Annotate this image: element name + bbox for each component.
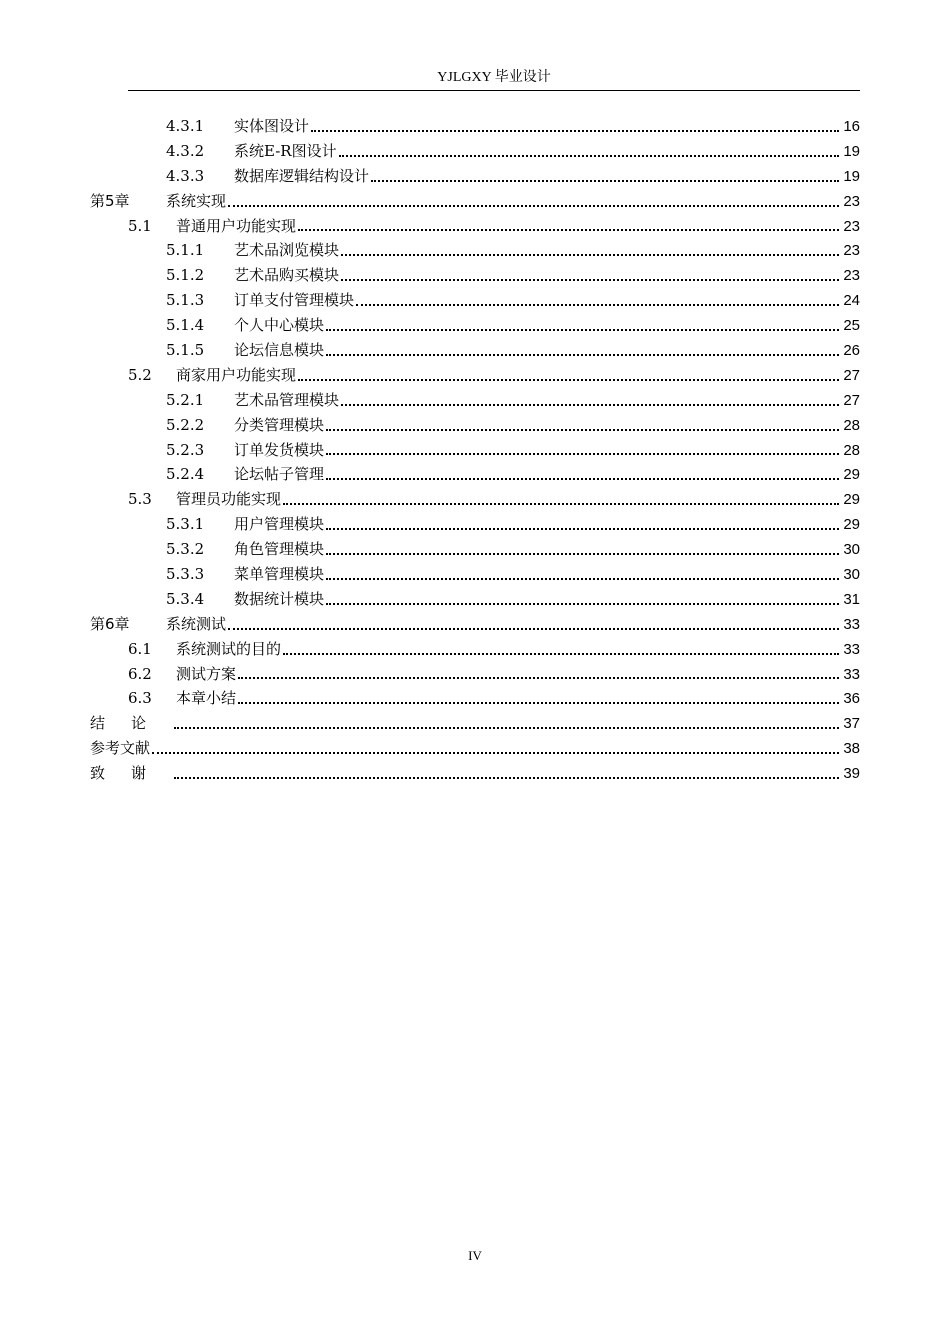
toc-entry[interactable] — [90, 488, 860, 513]
toc-entry-page: 24 — [843, 292, 860, 310]
toc-entry-page: 29 — [843, 466, 860, 484]
toc-dot-leader — [341, 404, 839, 406]
toc-entry-title: 普通用户功能实现 — [176, 216, 297, 235]
toc-entry-number: 5.1.5 — [166, 341, 205, 360]
toc-entry[interactable] — [90, 712, 860, 737]
toc-entry-title: 个人中心模块 — [234, 316, 325, 335]
toc-entry-title: 论坛信息模块 — [234, 341, 325, 360]
toc-entry-number: 6.2 — [128, 664, 152, 683]
toc-entry-page: 23 — [843, 267, 860, 285]
toc-entry-title: 结论 — [90, 714, 173, 733]
toc-entry-title: 数据统计模块 — [234, 589, 325, 608]
toc-entry[interactable] — [90, 165, 860, 190]
toc-dot-leader — [174, 727, 839, 729]
toc-entry-number: 4.3.2 — [166, 141, 205, 160]
toc-entry[interactable] — [90, 239, 860, 264]
toc-entry[interactable] — [90, 687, 860, 712]
toc-dot-leader — [326, 429, 839, 431]
toc-dot-leader — [326, 528, 839, 530]
toc-entry-page: 23 — [843, 217, 860, 235]
toc-entry[interactable] — [90, 613, 860, 638]
toc-entry-page: 19 — [843, 142, 860, 160]
toc-entry[interactable] — [90, 364, 860, 389]
toc-dot-leader — [174, 777, 839, 779]
toc-entry[interactable] — [90, 140, 860, 165]
toc-entry-title: 系统测试的目的 — [176, 639, 282, 658]
toc-dot-leader — [339, 155, 839, 157]
toc-entry-title: 系统E-R图设计 — [234, 141, 337, 160]
toc-entry-number: 6.1 — [128, 639, 152, 658]
toc-dot-leader — [326, 453, 839, 455]
toc-entry-page: 37 — [843, 715, 860, 733]
toc-entry-title: 数据库逻辑结构设计 — [234, 166, 370, 185]
toc-entry-page: 29 — [843, 491, 860, 509]
toc-dot-leader — [283, 653, 839, 655]
toc-entry-page: 28 — [843, 441, 860, 459]
toc-entry-number: 5.3.4 — [166, 589, 205, 608]
toc-dot-leader — [228, 205, 839, 207]
table-of-contents — [90, 115, 860, 787]
toc-entry-number: 5.3.1 — [166, 515, 205, 534]
toc-dot-leader — [152, 752, 839, 754]
toc-dot-leader — [298, 229, 839, 231]
toc-dot-leader — [341, 279, 839, 281]
toc-entry-title: 订单发货模块 — [234, 440, 325, 459]
toc-entry-page: 28 — [843, 416, 860, 434]
toc-entry[interactable] — [90, 289, 860, 314]
toc-dot-leader — [238, 677, 839, 679]
toc-dot-leader — [326, 603, 839, 605]
toc-entry-page: 23 — [843, 192, 860, 210]
toc-dot-leader — [228, 628, 839, 630]
toc-entry[interactable] — [90, 513, 860, 538]
toc-entry-page: 33 — [843, 615, 860, 633]
toc-entry-number: 5.2 — [128, 365, 152, 384]
toc-entry-page: 16 — [843, 118, 860, 135]
toc-entry-page: 36 — [843, 690, 860, 708]
toc-entry[interactable] — [90, 314, 860, 339]
toc-entry-title: 实体图设计 — [234, 117, 310, 135]
toc-entry-page: 39 — [843, 765, 860, 783]
toc-dot-leader — [371, 180, 839, 182]
toc-entry-page: 33 — [843, 640, 860, 658]
toc-entry-number: 5.2.4 — [166, 465, 205, 484]
toc-entry[interactable] — [90, 563, 860, 588]
toc-entry-number: 5.2.2 — [166, 415, 205, 434]
toc-entry-page: 25 — [843, 317, 860, 335]
toc-entry-title: 致谢 — [90, 764, 173, 783]
toc-dot-leader — [341, 254, 839, 256]
toc-entry-number: 4.3.1 — [166, 117, 205, 135]
toc-dot-leader — [326, 578, 839, 580]
toc-entry-number: 6.3 — [128, 689, 152, 708]
toc-entry[interactable] — [90, 737, 860, 762]
toc-entry[interactable] — [90, 463, 860, 488]
toc-dot-leader — [311, 130, 839, 132]
toc-entry[interactable] — [90, 215, 860, 240]
toc-entry-number: 5.3.2 — [166, 540, 205, 559]
toc-entry-page: 29 — [843, 516, 860, 534]
toc-entry-title: 管理员功能实现 — [176, 490, 282, 509]
toc-entry[interactable] — [90, 264, 860, 289]
toc-entry-page: 38 — [843, 740, 860, 758]
toc-dot-leader — [326, 329, 839, 331]
toc-entry[interactable] — [90, 538, 860, 563]
toc-entry-title: 分类管理模块 — [234, 415, 325, 434]
toc-entry-page: 27 — [843, 391, 860, 409]
toc-entry-title: 参考文献 — [90, 739, 151, 758]
toc-entry-number: 5.3 — [128, 490, 152, 509]
toc-entry-title: 系统实现 — [166, 191, 227, 210]
page-number: IV — [468, 1248, 482, 1263]
toc-entry-title: 用户管理模块 — [234, 515, 325, 534]
header-rule — [128, 90, 860, 91]
toc-dot-leader — [326, 354, 839, 356]
toc-entry[interactable] — [90, 588, 860, 613]
toc-entry[interactable] — [90, 762, 860, 787]
toc-entry-number: 5.2.1 — [166, 390, 205, 409]
toc-entry-page: 26 — [843, 342, 860, 360]
toc-entry-title: 艺术品管理模块 — [234, 390, 340, 409]
toc-dot-leader — [326, 553, 839, 555]
toc-entry-title: 系统测试 — [166, 614, 227, 633]
toc-entry-number: 5.2.3 — [166, 440, 205, 459]
toc-dot-leader — [356, 304, 839, 306]
toc-entry-page: 30 — [843, 541, 860, 559]
toc-entry-number: 5.1.1 — [166, 241, 205, 260]
toc-dot-leader — [326, 478, 839, 480]
toc-entry-title: 商家用户功能实现 — [176, 365, 297, 384]
toc-entry-title: 角色管理模块 — [234, 540, 325, 559]
toc-entry-page: 33 — [843, 665, 860, 683]
toc-entry-number: 5.1 — [128, 216, 152, 235]
toc-entry[interactable] — [90, 339, 860, 364]
toc-entry-title: 本章小结 — [176, 689, 237, 708]
toc-entry-page: 30 — [843, 566, 860, 584]
toc-entry-title: 论坛帖子管理 — [234, 465, 325, 484]
toc-entry-title: 艺术品购买模块 — [234, 266, 340, 285]
toc-entry-number: 5.1.3 — [166, 291, 205, 310]
toc-entry-number: 5.1.2 — [166, 266, 205, 285]
toc-dot-leader — [298, 379, 839, 381]
toc-entry-number: 第5章 — [90, 191, 130, 210]
toc-entry-number: 5.3.3 — [166, 565, 205, 584]
toc-entry-number: 第6章 — [90, 614, 130, 633]
toc-entry[interactable] — [90, 638, 860, 663]
toc-dot-leader — [283, 503, 839, 505]
toc-entry[interactable] — [90, 389, 860, 414]
toc-entry-number: 5.1.4 — [166, 316, 205, 335]
toc-entry[interactable] — [90, 414, 860, 439]
toc-entry-page: 23 — [843, 242, 860, 260]
toc-entry-title: 订单支付管理模块 — [234, 291, 355, 310]
toc-entry[interactable] — [90, 663, 860, 688]
toc-entry[interactable] — [90, 115, 860, 140]
toc-entry-number: 4.3.3 — [166, 166, 205, 185]
toc-entry[interactable] — [90, 439, 860, 464]
toc-entry[interactable] — [90, 190, 860, 215]
toc-dot-leader — [238, 702, 839, 704]
toc-entry-title: 菜单管理模块 — [234, 565, 325, 584]
toc-entry-title: 艺术品浏览模块 — [234, 241, 340, 260]
toc-entry-page: 19 — [843, 167, 860, 185]
toc-entry-title: 测试方案 — [176, 664, 237, 683]
toc-entry-page: 31 — [843, 590, 860, 608]
page-header: YJLGXY 毕业设计 — [437, 70, 551, 85]
toc-entry-page: 27 — [843, 366, 860, 384]
